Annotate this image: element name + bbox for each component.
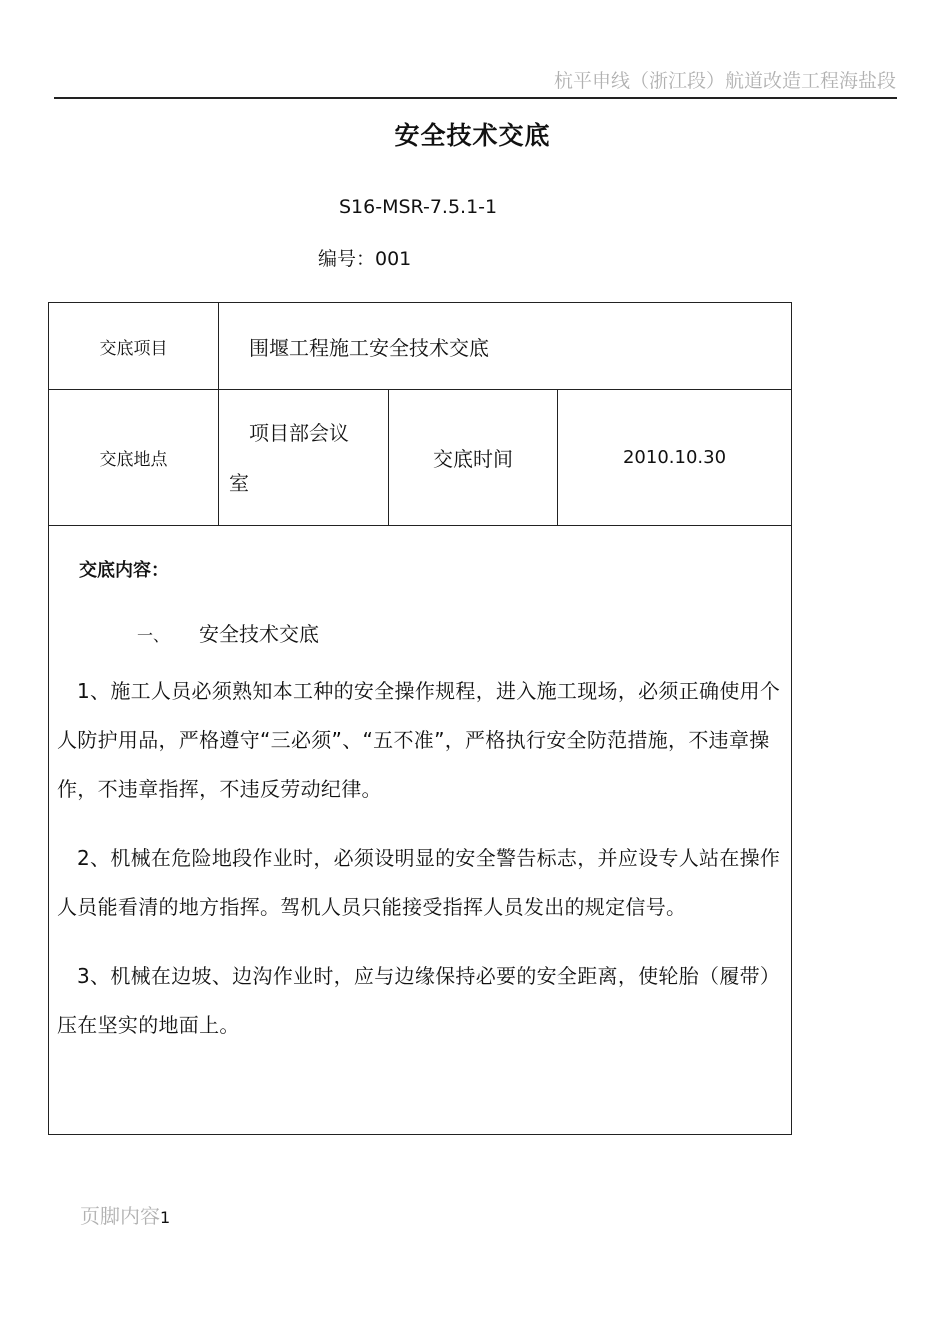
section-title: 安全技术交底 (199, 622, 320, 646)
project-row (49, 303, 792, 390)
place-value-line2: 室 (229, 470, 249, 495)
project-value: 围堰工程施工安全技术交底 (219, 303, 792, 390)
time-value: 2010.10.30 (558, 390, 792, 526)
footer-page-number: 1 (160, 1208, 171, 1227)
footer-text: 页脚内容 (80, 1204, 160, 1228)
content-item-1: 1、施工人员必须熟知本工种的安全操作规程，进入施工现场，必须正确使用个人防护用品，严格遵守“三必须”、“五不准”，严格执行安全防范措施，不违章操作，不违章指挥，不违反劳动纪律。 (57, 679, 781, 801)
content-heading: 交底内容： (79, 560, 169, 581)
briefing-form-table (48, 302, 792, 1135)
header-divider (54, 97, 897, 99)
content-item-2: 2、机械在危险地段作业时，必须设明显的安全警告标志，并应设专人站在操作人员能看清的地方指挥。驾机人员只能接受指挥人员发出的规定信号。 (57, 846, 781, 919)
content-item-3: 3、机械在边坡、边沟作业时，应与边缘保持必要的安全距离，使轮胎（履带）压在坚实的地面上。 (57, 964, 781, 1037)
page-footer (80, 1200, 170, 1229)
document-code: S16-MSR-7.5.1-1 (339, 196, 498, 218)
place-value (219, 390, 389, 526)
place-label: 交底地点 (49, 390, 219, 526)
document-number: 编号：001 (318, 248, 412, 270)
content-cell (49, 526, 792, 1135)
section-heading (57, 618, 783, 647)
project-label: 交底项目 (49, 303, 219, 390)
place-time-row (49, 390, 792, 526)
content-row (49, 526, 792, 1135)
time-label: 交底时间 (389, 390, 558, 526)
document-title: 安全技术交底 (394, 121, 551, 150)
page-header-text: 杭平申线（浙江段）航道改造工程海盐段 (553, 70, 896, 92)
section-number: 一、 (137, 626, 170, 645)
place-value-line1: 项目部会议 (249, 420, 349, 445)
